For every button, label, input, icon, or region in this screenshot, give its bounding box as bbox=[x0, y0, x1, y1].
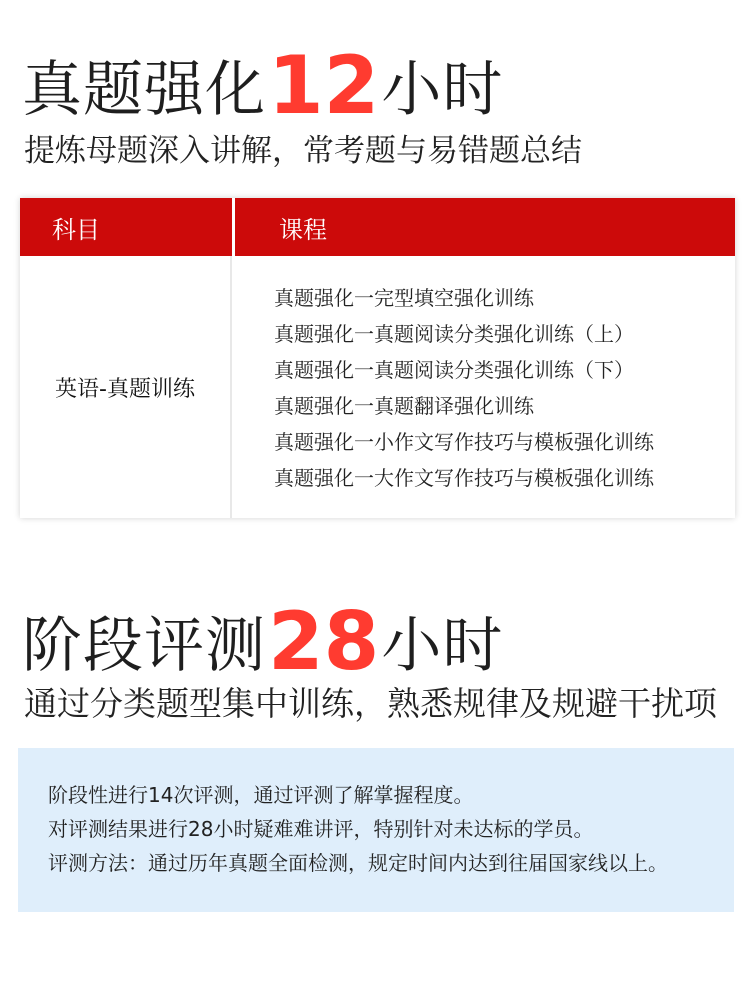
course-item: 真题强化一小作文写作技巧与模板强化训练 bbox=[274, 430, 654, 454]
course-list bbox=[232, 256, 735, 518]
section1-subtitle: 提炼母题深入讲解，常考题与易错题总结 bbox=[24, 133, 582, 169]
course-table bbox=[20, 198, 735, 518]
header-subject: 科目 bbox=[20, 198, 232, 256]
section1-title-suffix: 小时 bbox=[381, 55, 504, 125]
course-item: 真题强化一大作文写作技巧与模板强化训练 bbox=[274, 466, 654, 490]
subject-cell: 英语-真题训练 bbox=[20, 256, 232, 518]
course-item: 真题强化一真题阅读分类强化训练（下） bbox=[274, 358, 634, 382]
section2-title bbox=[22, 595, 504, 688]
section2-title-number: 28 bbox=[268, 595, 380, 688]
info-line: 评测方法：通过历年真题全面检测，规定时间内达到往届国家线以上。 bbox=[48, 851, 668, 875]
section1-title-prefix: 真题强化 bbox=[22, 55, 266, 125]
info-line: 对评测结果进行28小时疑难难讲评，特别针对未达标的学员。 bbox=[48, 817, 594, 841]
header-course: 课程 bbox=[235, 198, 735, 256]
section2-subtitle: 通过分类题型集中训练，熟悉规律及规避干扰项 bbox=[24, 684, 717, 723]
table-header-row bbox=[20, 198, 735, 256]
section1-title-number: 12 bbox=[268, 39, 380, 132]
section1-title bbox=[22, 39, 504, 132]
section2-title-suffix: 小时 bbox=[381, 611, 504, 681]
table-row bbox=[20, 256, 735, 518]
section2-title-prefix: 阶段评测 bbox=[22, 611, 266, 681]
info-line: 阶段性进行14次评测，通过评测了解掌握程度。 bbox=[48, 783, 474, 807]
course-item: 真题强化一真题阅读分类强化训练（上） bbox=[274, 322, 634, 346]
evaluation-info-box bbox=[18, 748, 734, 912]
course-item: 真题强化一真题翻译强化训练 bbox=[274, 394, 534, 418]
course-item: 真题强化一完型填空强化训练 bbox=[274, 286, 534, 310]
